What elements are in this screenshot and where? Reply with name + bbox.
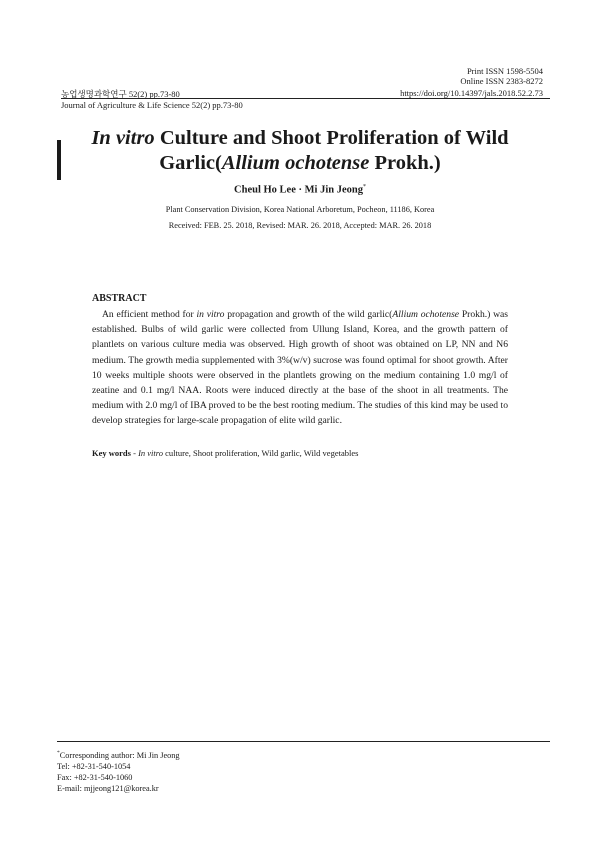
abstract-heading: ABSTRACT bbox=[92, 293, 147, 304]
title-line1: Culture and Shoot Proliferation of Wild bbox=[154, 127, 509, 149]
footnote-divider bbox=[57, 741, 550, 742]
abstract-part2: propagation and growth of the wild garlic( bbox=[224, 309, 393, 320]
footnote-corresponding bbox=[57, 748, 180, 761]
footnote-mark: * bbox=[57, 750, 60, 756]
abstract-body bbox=[92, 307, 508, 429]
keywords-rest: culture, Shoot proliferation, Wild garlic, Wild vegetables bbox=[163, 448, 359, 458]
abstract-part1: An efficient method for bbox=[102, 309, 197, 320]
footnote-corresponding-text: Corresponding author: Mi Jin Jeong bbox=[59, 750, 180, 760]
footnote-tel: Tel: +82-31-540-1054 bbox=[57, 761, 131, 771]
abstract-part3: Prokh.) was established. Bulbs of wild garlic were collected from Ullung Island, Korea, and the growth pattern of plantlets on various culture media was observed. High growth of shoot was obtained on LP, NN and N6 medium. The growth media supplemented with 3%(w/v) sucrose was found optimal for shoot growth. After 10 weeks multiple shoots were observed in the plantlets growing on the medium containing 1.0 mg/l of zeatine and 0.1 mg/l NAA. Roots were induced directly at the base of the shoot in all treatments. The medium with 2.0 mg/l of IBA proved to be the best rooting medium. The studies of this kind may be used to develop strategies for large-scale propagation of elite wild garlic. bbox=[92, 309, 509, 427]
author-names: Cheul Ho Lee · Mi Jin Jeong bbox=[234, 184, 363, 196]
title-line2-prefix: Garlic( bbox=[159, 152, 222, 174]
keywords-separator: - bbox=[130, 448, 139, 458]
keywords-italic: In vitro bbox=[138, 448, 164, 458]
footnote-email[interactable]: E-mail: mjjeong121@korea.kr bbox=[57, 783, 159, 793]
journal-citation-korean: 농업생명과학연구 52(2) pp.73-80 bbox=[61, 89, 180, 99]
title-species: Allium ochotense bbox=[221, 152, 370, 174]
paper-title bbox=[70, 126, 530, 176]
online-issn: Online ISSN 2383-8272 bbox=[460, 76, 543, 86]
footnote bbox=[57, 748, 180, 794]
journal-citation-english: Journal of Agriculture & Life Science 52(2) pp.73-80 bbox=[61, 100, 243, 110]
title-italic-prefix: In vitro bbox=[91, 127, 155, 149]
abstract-italic1: in vitro bbox=[196, 309, 225, 320]
header-divider bbox=[61, 98, 550, 99]
title-side-bar bbox=[57, 140, 61, 180]
keywords-label: Key words bbox=[92, 448, 131, 458]
affiliation: Plant Conservation Division, Korea National Arboretum, Pocheon, 11186, Korea bbox=[165, 205, 435, 214]
submission-dates: Received: FEB. 25. 2018, Revised: MAR. 26. 2018, Accepted: MAR. 26. 2018 bbox=[168, 221, 432, 230]
footnote-fax: Fax: +82-31-540-1060 bbox=[57, 772, 133, 782]
print-issn: Print ISSN 1598-5504 bbox=[466, 66, 543, 76]
abstract-italic2: Allium ochotense bbox=[392, 309, 460, 320]
title-line2-suffix: Prokh.) bbox=[369, 152, 441, 174]
keywords bbox=[92, 448, 358, 458]
doi-link[interactable]: https://doi.org/10.14397/jals.2018.52.2.73 bbox=[400, 88, 543, 98]
corresponding-mark: * bbox=[362, 184, 366, 190]
authors bbox=[0, 184, 600, 196]
